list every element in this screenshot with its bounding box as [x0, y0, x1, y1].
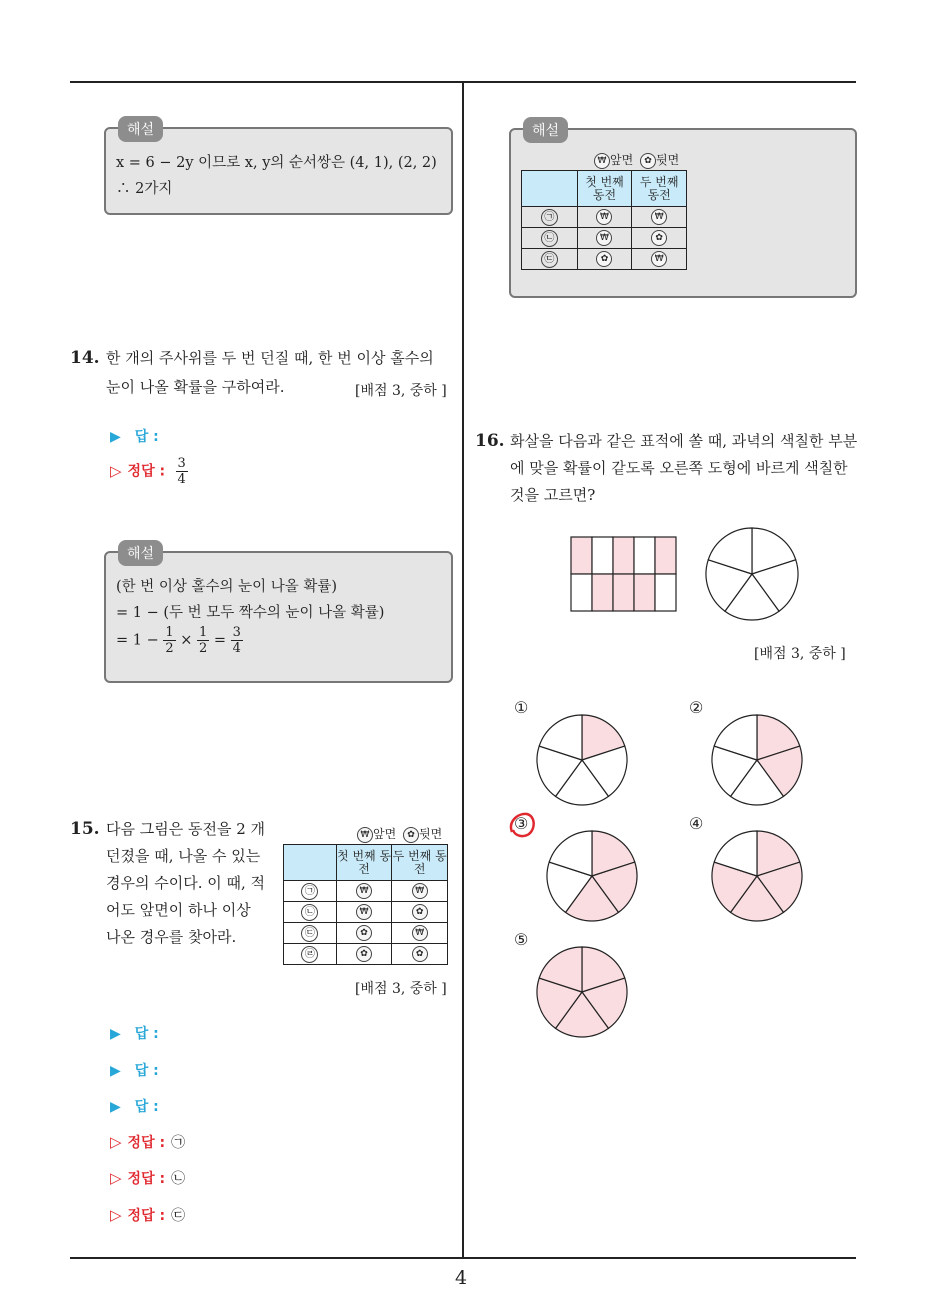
- q14-correct-row: ▷ 정답 : $\frac{3}{4}$: [110, 456, 186, 487]
- solution-13-line2: ∴ 2가지: [116, 181, 173, 197]
- q16-option-1-pie[interactable]: [535, 713, 629, 807]
- solution-14-line2: = 1 − (두 번 모두 짝수의 눈이 나올 확률): [116, 605, 385, 621]
- column-divider: [462, 82, 464, 1258]
- q15-row-label: ㉠: [301, 883, 318, 900]
- sol15-row-label: ㉢: [541, 251, 558, 268]
- q15-text-3: 경우의 수이다. 이 때, 적: [106, 874, 266, 892]
- coin-front-icon: ₩: [651, 251, 667, 267]
- sol15-col2: 두 번째 동전: [632, 171, 687, 207]
- coin-back-icon: ✿: [651, 230, 667, 246]
- coin-front-icon: ₩: [594, 153, 610, 169]
- q15-row-label: ㉢: [301, 925, 318, 942]
- target-cell-shaded: [634, 574, 655, 611]
- q16-option-5-label[interactable]: ⑤: [514, 930, 529, 949]
- q16-text-1: 화살을 다음과 같은 표적에 쏠 때, 과녁의 색칠한 부분: [510, 432, 858, 450]
- q15-answer-row-3[interactable]: ▶ 답 :: [110, 1099, 159, 1115]
- coin-back-icon: ✿: [412, 904, 428, 920]
- target-cell-shaded: [571, 537, 592, 574]
- q15-row: [284, 944, 448, 965]
- sol15-legend: ₩ 앞면 ✿ 뒷면: [594, 151, 679, 169]
- page-number: 4: [455, 1267, 468, 1289]
- q15-row: [284, 923, 448, 944]
- answer-arrow-icon: ▶: [110, 1063, 121, 1079]
- coin-front-icon: ₩: [357, 827, 373, 843]
- q14-text-1: 한 개의 주사위를 두 번 던질 때, 한 번 이상 홀수의: [106, 349, 434, 367]
- solution-15-tag: 해설: [523, 117, 568, 143]
- target-cell-shaded: [613, 574, 634, 611]
- coin-front-icon: ₩: [596, 230, 612, 246]
- q16-option-2-pie[interactable]: [710, 713, 804, 807]
- q15-correct-row-3: ▷ 정답 : ㉢: [110, 1206, 186, 1224]
- sol15-row-label: ㉠: [541, 209, 558, 226]
- q15-number: 15.: [70, 819, 100, 839]
- bottom-rule: [70, 1257, 856, 1259]
- coin-front-icon: ₩: [356, 883, 372, 899]
- q15-col1: 첫 번째 동전: [336, 845, 392, 881]
- q16-target-grid: [570, 536, 680, 612]
- q14-correct-fraction: $\frac{3}{4}$: [177, 456, 186, 487]
- q15-legend: ₩ 앞면 ✿ 뒷면: [357, 825, 442, 843]
- selected-mark-icon: [507, 810, 537, 840]
- q16-text-2: 에 맞을 확률이 같도록 오른쪽 도형에 바르게 색칠한: [510, 459, 848, 477]
- q15-text-1: 다음 그림은 동전을 2 개: [106, 820, 266, 838]
- q16-score: [배점 3, 중하 ]: [754, 646, 846, 662]
- target-cell: [655, 574, 676, 611]
- target-cell-shaded: [592, 574, 613, 611]
- q14-number: 14.: [70, 348, 100, 368]
- correct-arrow-icon: ▷: [110, 1133, 122, 1151]
- coin-front-icon: ₩: [651, 209, 667, 225]
- target-cell-shaded: [613, 537, 634, 574]
- target-cell: [634, 537, 655, 574]
- q16-option-3-label[interactable]: ③: [514, 814, 529, 833]
- solution-13-tag: 해설: [118, 116, 163, 142]
- q15-col2: 두 번째 동전: [392, 845, 448, 881]
- sol15-row: [522, 249, 687, 270]
- solution-14-line1: (한 번 이상 홀수의 눈이 나올 확률): [116, 579, 338, 595]
- coin-front-icon: ₩: [412, 925, 428, 941]
- q15-answer-row-2[interactable]: ▶ 답 :: [110, 1063, 159, 1079]
- sol15-row: [522, 207, 687, 228]
- correct-arrow-icon: ▷: [110, 461, 122, 480]
- q15-text-5: 나온 경우를 찾아라.: [106, 928, 237, 946]
- q15-correct-row-1: ▷ 정답 : ㉠: [110, 1133, 186, 1151]
- coin-front-icon: ₩: [596, 209, 612, 225]
- coin-back-icon: ✿: [356, 925, 372, 941]
- coin-back-icon: ✿: [640, 153, 656, 169]
- q16-option-5-pie[interactable]: [535, 945, 629, 1039]
- q15-correct-row-2: ▷ 정답 : ㉡: [110, 1169, 186, 1187]
- solution-13-line1: x = 6 − 2y 이므로 x, y의 순서쌍은 (4, 1), (2, 2): [116, 155, 437, 171]
- sol15-row: [522, 228, 687, 249]
- coin-back-icon: ✿: [403, 827, 419, 843]
- coin-back-icon: ✿: [412, 946, 428, 962]
- target-cell: [571, 574, 592, 611]
- q16-option-4-label[interactable]: ④: [689, 814, 704, 833]
- correct-arrow-icon: ▷: [110, 1169, 122, 1187]
- coin-front-icon: ₩: [356, 904, 372, 920]
- answer-arrow-icon: ▶: [110, 1099, 121, 1115]
- q16-option-2-label[interactable]: ②: [689, 698, 704, 717]
- correct-arrow-icon: ▷: [110, 1206, 122, 1224]
- q16-target-circle: [704, 526, 800, 622]
- q16-option-3-pie[interactable]: [545, 829, 639, 923]
- q16-text-3: 것을 고르면?: [510, 486, 596, 504]
- coin-back-icon: ✿: [596, 251, 612, 267]
- q15-text-2: 던졌을 때, 나올 수 있는: [106, 847, 261, 865]
- q14-score: [배점 3, 중하 ]: [355, 383, 447, 399]
- q15-score: [배점 3, 중하 ]: [355, 981, 447, 997]
- answer-arrow-icon: ▶: [110, 1026, 121, 1042]
- q16-option-4-pie[interactable]: [710, 829, 804, 923]
- q15-coin-table: [283, 844, 448, 965]
- q16-option-1-label[interactable]: ①: [514, 698, 529, 717]
- sol15-col1: 첫 번째 동전: [577, 171, 632, 207]
- sol15-row-label: ㉡: [541, 230, 558, 247]
- target-cell-shaded: [655, 537, 676, 574]
- sol15-coin-table: [521, 170, 687, 270]
- q15-row: [284, 902, 448, 923]
- solution-14-tag: 해설: [118, 540, 163, 566]
- q15-row-label: ㉡: [301, 904, 318, 921]
- coin-front-icon: ₩: [412, 883, 428, 899]
- q15-row-label: ㉣: [301, 946, 318, 963]
- coin-back-icon: ✿: [356, 946, 372, 962]
- q14-answer-row[interactable]: ▶ 답 :: [110, 429, 159, 445]
- q16-number: 16.: [475, 431, 505, 451]
- answer-arrow-icon: ▶: [110, 429, 121, 445]
- q15-row: [284, 881, 448, 902]
- target-cell: [592, 537, 613, 574]
- q15-answer-row-1[interactable]: ▶ 답 :: [110, 1026, 159, 1042]
- q15-text-4: 어도 앞면이 하나 이상: [106, 901, 251, 919]
- q14-text-2: 눈이 나올 확률을 구하여라.: [106, 378, 285, 396]
- solution-14-line3: = 1 − $\frac{1}{2}$ × $\frac{1}{2}$ = $\frac{3}{4}$: [116, 625, 241, 656]
